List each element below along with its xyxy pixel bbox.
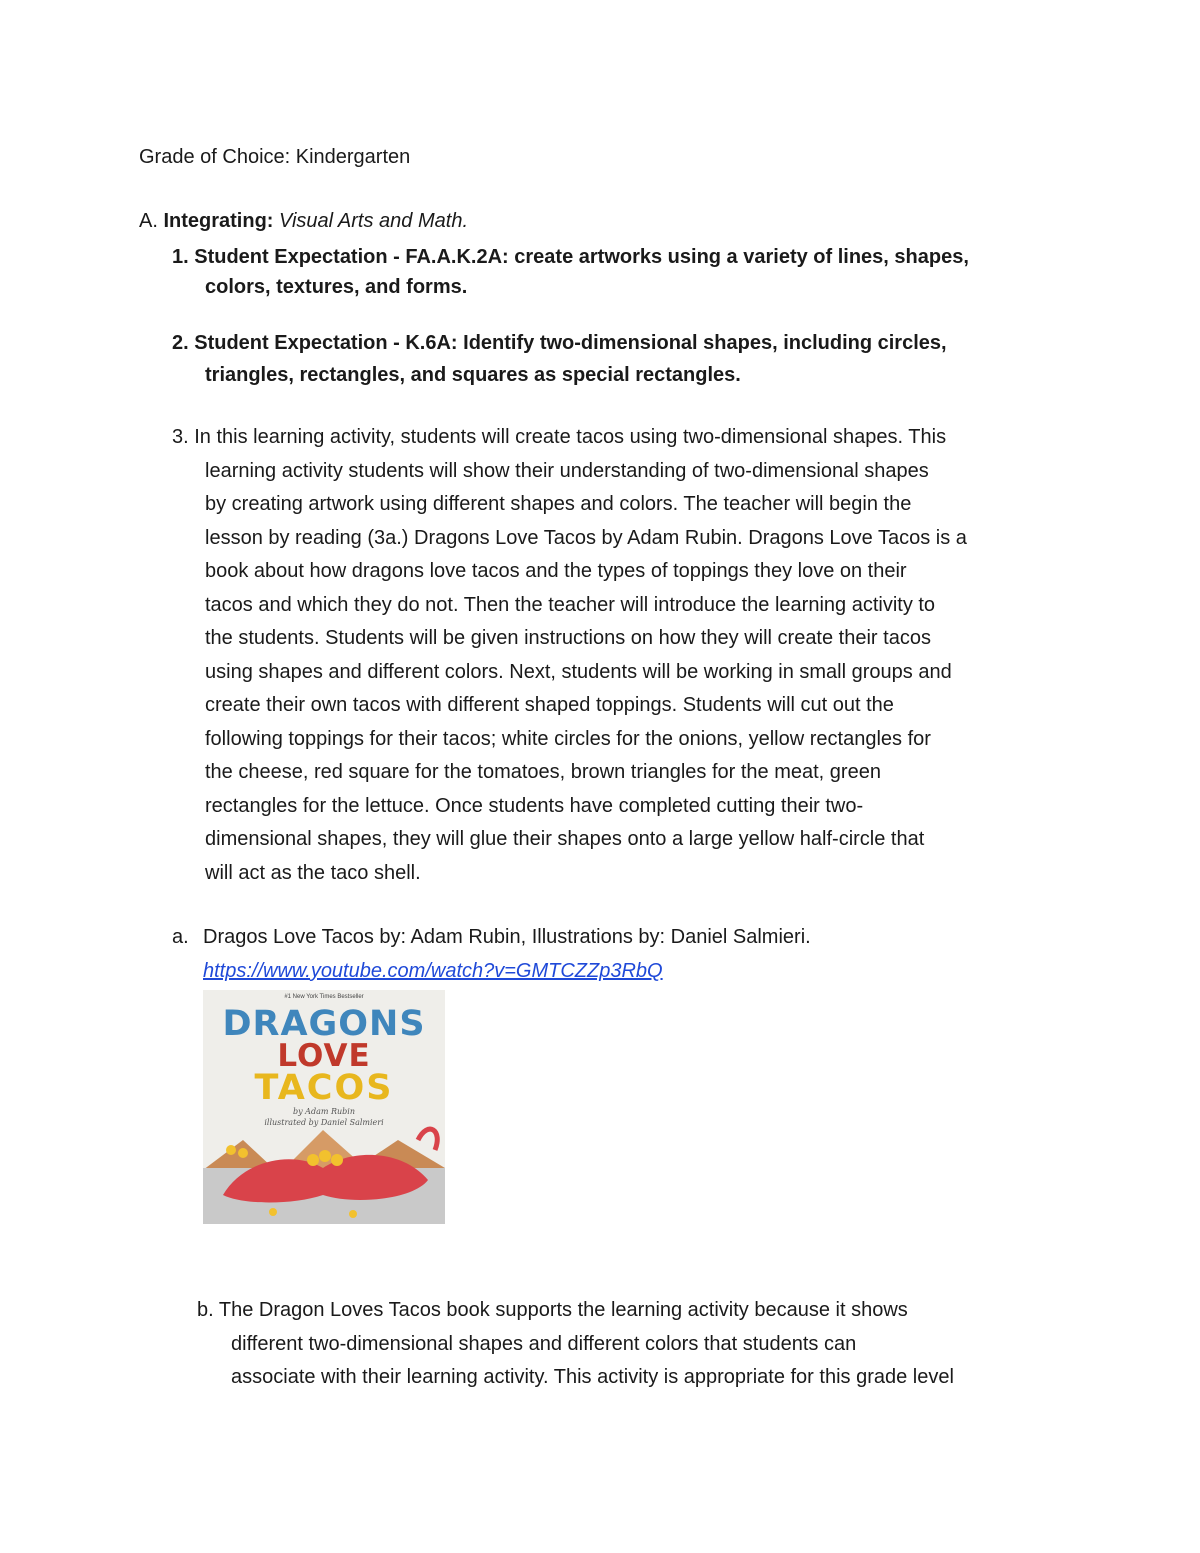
section-a-label: Integrating: (163, 210, 274, 232)
item-b-line: associate with their learning activity. This activity is appropriate for this grade level (231, 1366, 954, 1388)
taco-shape (349, 1210, 357, 1218)
cover-author: by Adam Rubin (293, 1107, 355, 1116)
cover-illustrator: illustrated by Daniel Salmieri (264, 1118, 384, 1127)
taco-shape (238, 1148, 248, 1158)
book-cover-image (203, 990, 445, 1224)
expectation-2-line-1: 2. Student Expectation - K.6A: Identify two-dimensional shapes, including circles, (172, 332, 947, 354)
grade-line: Grade of Choice: Kindergarten (139, 146, 411, 168)
activity-line: create their own tacos with different shaped toppings. Students will cut out the (205, 694, 894, 716)
dragon-tail (418, 1129, 437, 1150)
cover-title-line-2: LOVE (277, 1038, 371, 1074)
taco-shape (331, 1154, 343, 1166)
section-a-heading (139, 204, 468, 238)
activity-line: will act as the taco shell. (205, 861, 421, 884)
expectation-1-line-2: colors, textures, and forms. (205, 276, 468, 298)
item-b-line: b. The Dragon Loves Tacos book supports the learning activity because it shows (197, 1299, 908, 1321)
activity-line: the students. Students will be given instructions on how they will create their tacos (205, 627, 931, 649)
expectation-1-line-1: 1. Student Expectation - FA.A.K.2A: create artworks using a variety of lines, shapes, (172, 246, 969, 268)
activity-line: book about how dragons love tacos and the types of toppings they love on their (205, 560, 907, 582)
item-b-line: different two-dimensional shapes and different colors that students can (231, 1332, 857, 1355)
taco-shape (319, 1150, 331, 1162)
taco-shape (269, 1208, 277, 1216)
youtube-link[interactable]: https://www.youtube.com/watch?v=GMTCZZp3RbQ (203, 960, 663, 982)
taco-shape (307, 1154, 319, 1166)
activity-line: tacos and which they do not. Then the teacher will introduce the learning activity to (205, 593, 936, 616)
activity-line: by creating artwork using different shapes and colors. The teacher will begin the (205, 493, 912, 515)
cover-title-line-3: TACOS (254, 1068, 394, 1108)
section-a-letter: A. (139, 210, 164, 232)
activity-line: rectangles for the lettuce. Once students have completed cutting their two- (205, 794, 864, 817)
section-a-subject: Visual Arts and Math. (273, 210, 468, 232)
activity-line: learning activity students will show their understanding of two-dimensional shapes (205, 459, 929, 482)
cover-tagline: #1 New York Times Bestseller (284, 994, 364, 1000)
activity-line: the cheese, red square for the tomatoes, brown triangles for the meat, green (205, 761, 881, 783)
activity-line: following toppings for their tacos; white circles for the onions, yellow rectangles for (205, 727, 931, 750)
activity-line: lesson by reading (3a.) Dragons Love Tacos by Adam Rubin. Dragons Love Tacos is a (205, 526, 967, 549)
activity-line: 3. In this learning activity, students will create tacos using two-dimensional shapes. This (172, 426, 947, 448)
activity-line: using shapes and different colors. Next, students will be working in small groups and (205, 660, 952, 683)
taco-shape (226, 1145, 236, 1155)
cover-title-line-1: DRAGONS (222, 1004, 426, 1044)
item-a-letter: a. (172, 926, 189, 948)
item-a-citation: Dragos Love Tacos by: Adam Rubin, Illustrations by: Daniel Salmieri. (203, 926, 811, 948)
activity-line: dimensional shapes, they will glue their shapes onto a large yellow half-circle that (205, 828, 925, 850)
expectation-2-line-2: triangles, rectangles, and squares as special rectangles. (205, 364, 741, 386)
